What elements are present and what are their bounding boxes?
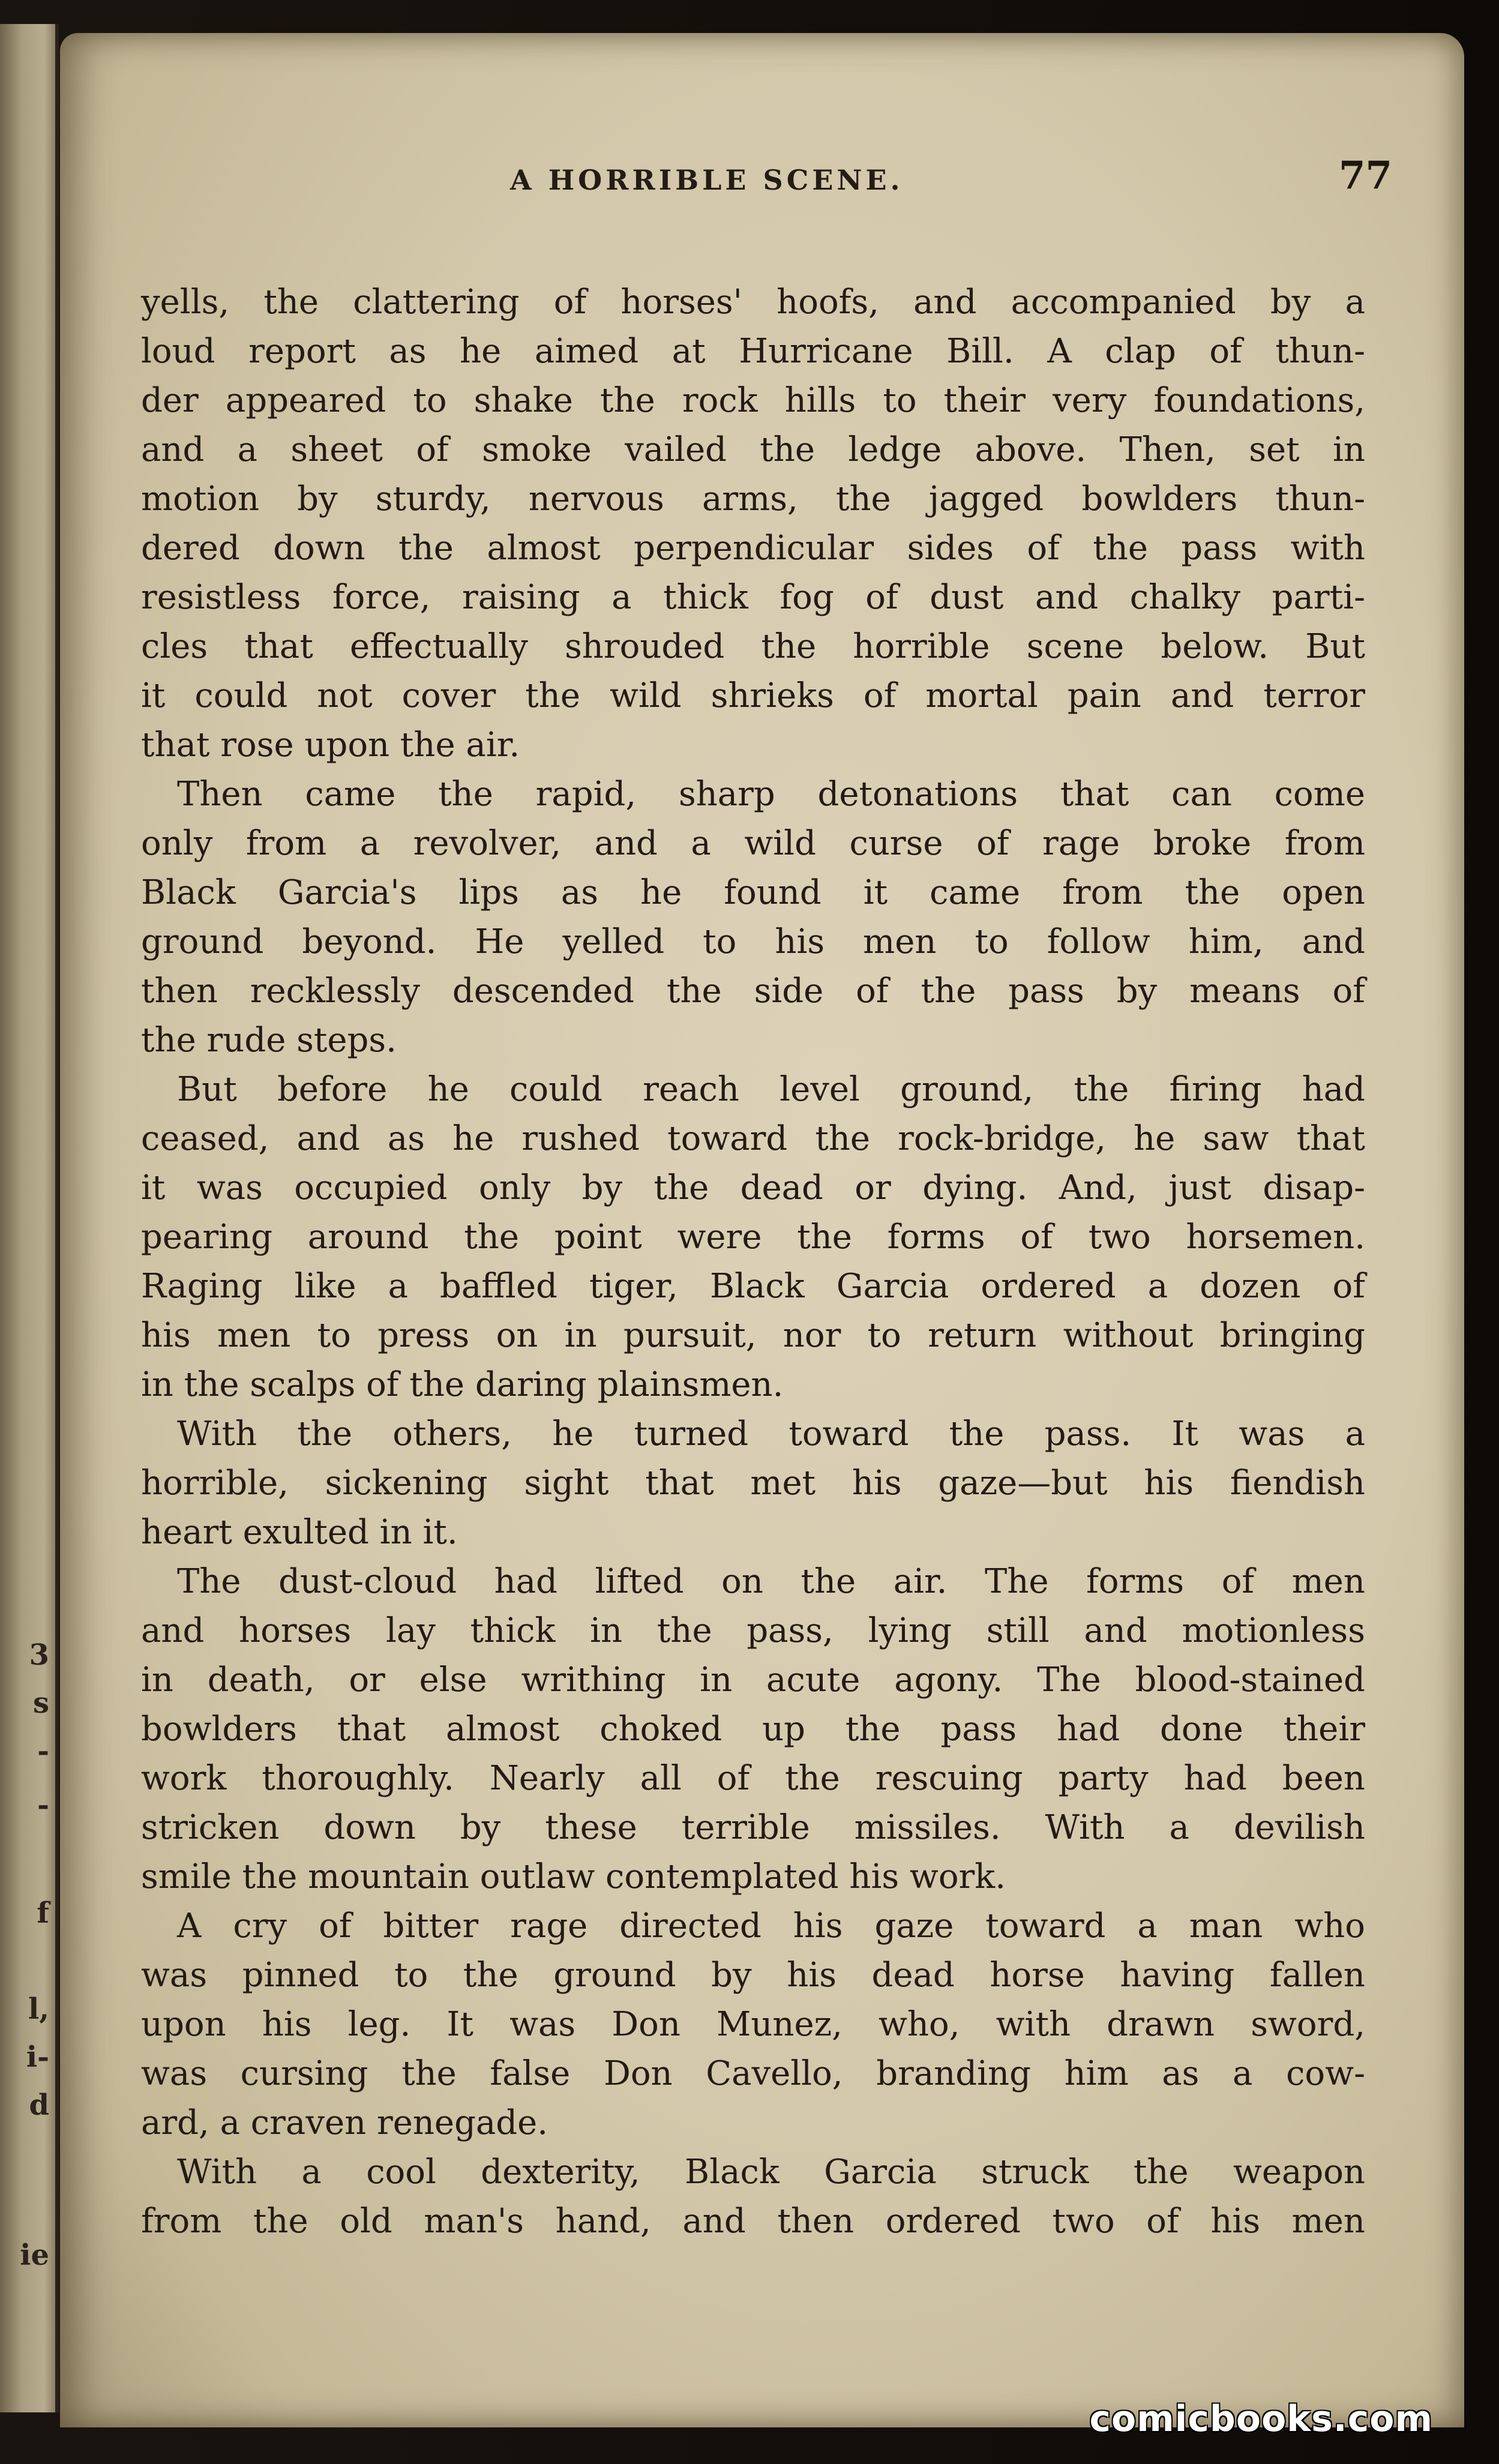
text-line: from the old man's hand, and then ordered two of his men [141, 2202, 1365, 2241]
page-header [60, 153, 1464, 207]
left-page-fragment: f [37, 1896, 49, 1930]
left-page-fragment: 3 [29, 1638, 49, 1672]
text-line: pearing around the point were the forms of two horsemen. [141, 1218, 1365, 1257]
text-line: motion by sturdy, nervous arms, the jagged bowlders thun- [141, 479, 1365, 518]
left-page-fragment: i- [26, 2040, 49, 2074]
book-page [60, 33, 1464, 2427]
left-page-fragment: d [29, 2088, 49, 2122]
site-watermark: comicbooks.com [1089, 2398, 1433, 2440]
left-page-fragment: - [37, 1734, 49, 1768]
text-line: in the scalps of the daring plainsmen. [141, 1365, 784, 1404]
text-line: work thoroughly. Nearly all of the rescuing party had been [141, 1759, 1365, 1798]
text-line: Raging like a baffled tiger, Black Garcia ordered a dozen of [141, 1267, 1365, 1306]
text-line: smile the mountain outlaw contemplated his work. [141, 1857, 1006, 1896]
left-page-fragment: ie [20, 2238, 49, 2272]
left-page-fragment: - [37, 1788, 49, 1822]
text-line: Black Garcia's lips as he found it came from the open [141, 873, 1365, 912]
text-line: then recklessly descended the side of the pass by means of [141, 972, 1365, 1011]
text-line: The dust-cloud had lifted on the air. The forms of men [177, 1562, 1365, 1601]
text-line: With a cool dexterity, Black Garcia struck the weapon [177, 2153, 1365, 2192]
text-line: that rose upon the air. [141, 726, 520, 765]
text-line: in death, or else writhing in acute agony. The blood-stained [141, 1660, 1365, 1699]
text-line: heart exulted in it. [141, 1513, 458, 1552]
text-line: loud report as he aimed at Hurricane Bill. A clap of thun- [141, 332, 1365, 371]
text-line: dered down the almost perpendicular sides of the pass with [141, 529, 1365, 568]
text-line: ceased, and as he rushed toward the rock-bridge, he saw that [141, 1119, 1365, 1158]
text-line: only from a revolver, and a wild curse of rage broke from [141, 824, 1365, 863]
text-line: ard, a craven renegade. [141, 2103, 548, 2142]
text-line: resistless force, raising a thick fog of dust and chalky parti- [141, 578, 1365, 617]
text-line: and horses lay thick in the pass, lying still and motionless [141, 1611, 1365, 1650]
text-line: But before he could reach level ground, the firing had [177, 1070, 1365, 1109]
previous-page-edge [0, 24, 59, 2412]
text-line: cles that effectually shrouded the horrible scene below. But [141, 627, 1365, 666]
text-line: and a sheet of smoke vailed the ledge above. Then, set in [141, 430, 1365, 469]
text-line: Then came the rapid, sharp detonations that can come [177, 775, 1365, 814]
text-line: ground beyond. He yelled to his men to follow him, and [141, 922, 1365, 961]
text-line: the rude steps. [141, 1021, 397, 1060]
left-page-fragment: s [32, 1686, 49, 1720]
text-line: it was occupied only by the dead or dying. And, just disap- [141, 1168, 1365, 1207]
text-line: A cry of bitter rage directed his gaze toward a man who [177, 1907, 1365, 1946]
text-line: stricken down by these terrible missiles. With a devilish [141, 1808, 1365, 1847]
page-body [141, 278, 1365, 2246]
text-line: upon his leg. It was Don Munez, who, with drawn sword, [141, 2005, 1365, 2044]
left-page-fragment: l, [28, 1992, 49, 2026]
page-number: 77 [1338, 153, 1392, 198]
text-line: his men to press on in pursuit, nor to return without bringing [141, 1316, 1365, 1355]
text-line: was cursing the false Don Cavello, branding him as a cow- [141, 2054, 1365, 2093]
text-line: der appeared to shake the rock hills to their very foundations, [141, 381, 1365, 420]
text-line: bowlders that almost choked up the pass had done their [141, 1710, 1365, 1749]
text-line: yells, the clattering of horses' hoofs, and accompanied by a [141, 283, 1365, 322]
running-head: A HORRIBLE SCENE. [510, 164, 904, 196]
text-line: it could not cover the wild shrieks of mortal pain and terror [141, 676, 1365, 715]
text-line: horrible, sickening sight that met his gaze—but his fiendish [141, 1464, 1365, 1503]
text-line: was pinned to the ground by his dead horse having fallen [141, 1956, 1365, 1995]
text-line: With the others, he turned toward the pass. It was a [177, 1414, 1365, 1453]
